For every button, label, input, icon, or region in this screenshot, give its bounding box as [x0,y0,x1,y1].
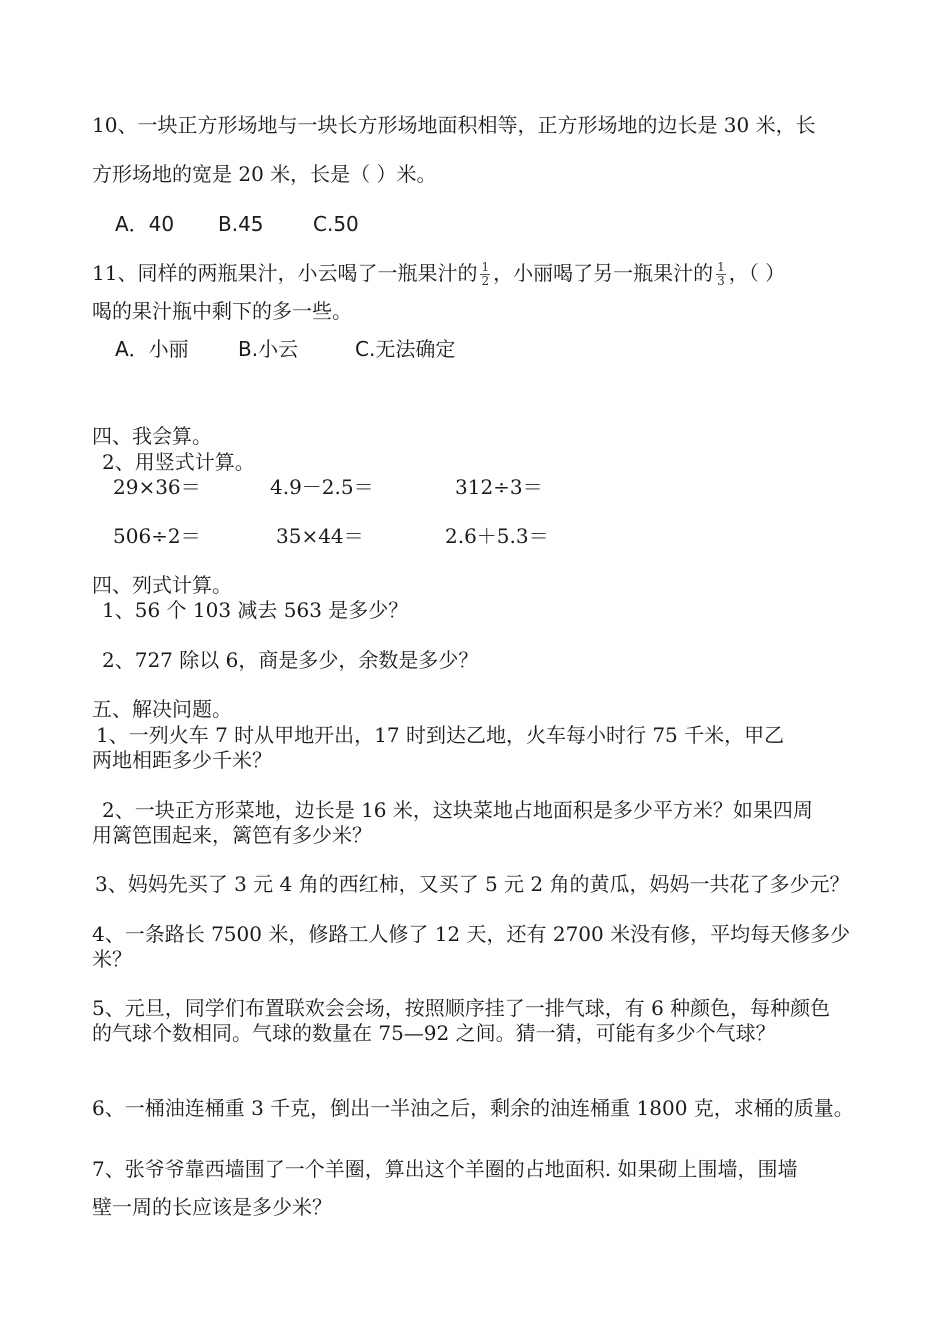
fraction1-numerator: 1 [481,260,490,274]
fraction-one-half [480,261,490,288]
section-calc-subheading: 2、用竖式计算。 [102,450,255,474]
q11-line2: 喝的果汁瓶中剩下的多一些。 [92,299,352,323]
q11-text-part1: 11、同样的两瓶果汁，小云喝了一瓶果汁的 [92,261,478,285]
q11-option-a: A．小丽 [115,337,189,361]
section-calc-heading: 四、我会算。 [92,424,212,448]
q10-option-a: A．40 [115,212,175,236]
fraction2-denominator: 3 [717,274,725,288]
q10-line2: 方形场地的宽是 20 米，长是（ ）米。 [92,162,437,186]
calc-item: 2.6＋5.3＝ [445,524,549,548]
problem-3: 3、妈妈先买了 3 元 4 角的西红柿，又买了 5 元 2 角的黄瓜，妈妈一共花了多少元？ [95,872,850,896]
problem-7-line2: 壁一周的长应该是多少米？ [92,1195,332,1219]
problem-2-line1: 2、一块正方形菜地，边长是 16 米，这块菜地占地面积是多少平方米？如果四周 [102,798,813,822]
formula-question-2: 2、727 除以 6，商是多少，余数是多少？ [102,648,479,672]
q11-line1 [92,256,785,290]
section-formula-heading: 四、列式计算。 [92,573,232,597]
calc-item: 312÷3＝ [455,475,543,499]
q11-option-b: B.小云 [238,337,299,361]
q10-line1: 10、一块正方形场地与一块长方形场地面积相等，正方形场地的边长是 30 米，长 [92,113,816,137]
fraction1-denominator: 2 [481,274,490,288]
fraction-one-third [716,261,726,288]
q10-option-c: C.50 [313,212,359,236]
problem-2-line2: 用篱笆围起来，篱笆有多少米？ [92,823,372,847]
problem-4-line2: 米？ [92,947,132,971]
q10-option-b: B.45 [218,212,264,236]
fraction2-numerator: 1 [717,260,725,274]
section-problems-heading: 五、解决问题。 [92,697,232,721]
problem-5-line1: 5、元旦，同学们布置联欢会会场，按照顺序挂了一排气球，有 6 种颜色，每种颜色 [92,996,831,1020]
q11-text-part3: ，（ ） [728,261,786,285]
problem-6: 6、一桶油连桶重 3 千克，倒出一半油之后，剩余的油连桶重 1800 克，求桶的质量。 [92,1096,854,1120]
problem-1-line2: 两地相距多少千米？ [92,748,272,772]
problem-7-line1: 7、张爷爷靠西墙围了一个羊圈，算出这个羊圈的占地面积. 如果砌上围墙，围墙 [92,1157,798,1181]
problem-5-line2: 的气球个数相同。气球的数量在 75—92 之间。猜一猜，可能有多少个气球？ [92,1021,776,1045]
calc-item: 4.9－2.5＝ [270,475,374,499]
problem-4-line1: 4、一条路长 7500 米，修路工人修了 12 天，还有 2700 米没有修，平均每天修多少 [92,922,851,946]
problem-1-line1: 1、一列火车 7 时从甲地开出，17 时到达乙地，火车每小时行 75 千米，甲乙 [96,723,785,747]
formula-question-1: 1、56 个 103 减去 563 是多少？ [102,598,409,622]
calc-item: 29×36＝ [113,475,201,499]
q11-option-c: C.无法确定 [355,337,456,361]
q11-text-part2: ，小丽喝了另一瓶果汁的 [493,261,714,285]
calc-item: 35×44＝ [276,524,364,548]
calc-item: 506÷2＝ [113,524,201,548]
